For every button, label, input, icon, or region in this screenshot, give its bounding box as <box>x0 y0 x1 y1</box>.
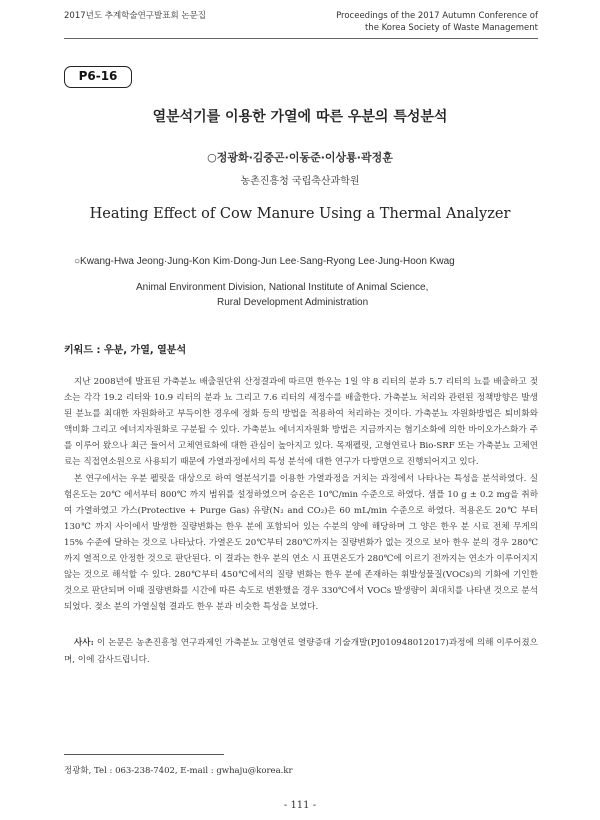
korean-title: 열분석기를 이용한 가열에 따른 우분의 특성분석 <box>152 109 448 125</box>
korean-affiliation: 농촌진흥청 국립축산과학원 <box>240 176 360 187</box>
page-number: - 111 - <box>283 800 317 811</box>
footnote-contact: 정광화, Tel : 063-238-7402, E-mail : gwhaju@korea.kr <box>64 766 293 776</box>
running-header-right-line2: the Korea Society of Waste Management <box>364 23 538 33</box>
header-rule <box>64 38 538 39</box>
korean-authors: ○정광화·김중곤·이동준·이상룡·곽정훈 <box>207 151 393 164</box>
acknowledgement-label: 사사: <box>74 638 94 649</box>
abstract-body <box>64 374 538 668</box>
paper-id-badge: P6-16 <box>64 66 132 88</box>
running-header-left: 2017년도 추계학술연구발표회 논문집 <box>64 11 206 21</box>
english-title: Heating Effect of Cow Manure Using a Thermal Analyzer <box>89 206 511 222</box>
acknowledgement <box>64 635 538 667</box>
english-authors: ○Kwang-Hwa Jeong·Jung-Kon Kim·Dong-Jun Lee·Sang-Ryong Lee·Jung-Hoon Kwag <box>74 256 455 267</box>
acknowledgement-text: 이 논문은 농촌진흥청 연구과제인 가축분뇨 고형연료 열량증대 기술개발(PJ010948012017)과정에 의해 이루어졌으며, 이에 감사드립니다. <box>64 638 538 665</box>
footnote-rule <box>64 754 224 755</box>
english-affiliation-line1: Animal Environment Division, National Institute of Animal Science, <box>136 282 429 293</box>
english-affiliation <box>136 280 556 310</box>
keywords: 키워드 : 우분, 가열, 열분석 <box>64 345 187 356</box>
running-header-right <box>288 10 538 34</box>
running-header-right-line1: Proceedings of the 2017 Autumn Conference of <box>336 11 538 21</box>
body-paragraph-1: 지난 2008년에 발표된 가축분뇨 배출원단위 산정결과에 따르면 한우는 1일 약 8 리터의 분과 5.7 리터의 뇨를 배출하고 젖소는 각각 19.2 리터와 10.9 리터의 분과 뇨 그리고 7.6 리터의 세정수를 배출한다. 가축분뇨 처리와 관련된 정책방향은 발생된 분뇨를 최대한 자원화하고 부득이한 경우에 정화 등의 방법을 적용하여 처리하는 것이다. 가축분뇨 자원화방법은 퇴비화와 액비화 그리고 에너지자원화로 구분될 수 있다. 가축분뇨 에너지자원화 방법은 지금까지는 혐기소화에 의한 바이오가스화가 주를 이루어 왔으나 최근 들어서 고체연료화에 대한 관심이 높아지고 있다. 목재펠릿, 고형연료나 Bio-SRF 또는 가축분뇨 고체연료는 직접연소원으로 사용되기 때문에 가열과정에서의 특성 분석에 대한 연구가 다방면으로 진행되어지고 있다. <box>64 377 538 468</box>
english-affiliation-line2: Rural Development Administration <box>217 297 369 308</box>
body-paragraph-2: 본 연구에서는 우분 펠릿을 대상으로 하여 열분석기를 이용한 가열과정을 거치는 과정에서 나타나는 특성을 분석하였다. 실험온도는 20℃ 에서부터 800℃ 까지 범위를 설정하였으며 승온은 10℃/min 수준으로 하였다. 샘플 10 g ± 0.2 mg을 취하여 가열하였고 가스(Protective + Purge Gas) 유량(N₂ and CO₂)은 60 mL/min 수준으로 하였다. 적용온도 20℃ 부터 130℃ 까지 사이에서 발생한 질량변화는 한우 분에 포함되어 있는 수분의 양에 해당하며 그 양은 한우 분 시료 전체 무게의 15% 수준에 달하는 것으로 나타났다. 가열온도 20℃부터 280℃까지는 질량변화가 없는 것으로 보아 한우 분의 경우 280℃ 까지 열적으로 안정한 것으로 판단된다. 이 결과는 한우 분의 연소 시 표면온도가 280℃에 이르기 전까지는 연소가 이루어지지 않는 것으로 해석할 수 있다. 280℃부터 450℃에서의 질량 변화는 한우 분에 존재하는 휘발성물질(VOCs)의 기화에 기인한 것으로 판단되며 이때 질량변화를 시간에 따른 속도로 변환했을 경우 330℃에서 VOCs 발생량이 최대치를 나타낸 것으로 분석되었다. 젖소 분의 가열실험 결과도 한우 분과 비슷한 특성을 보였다. <box>64 473 538 613</box>
